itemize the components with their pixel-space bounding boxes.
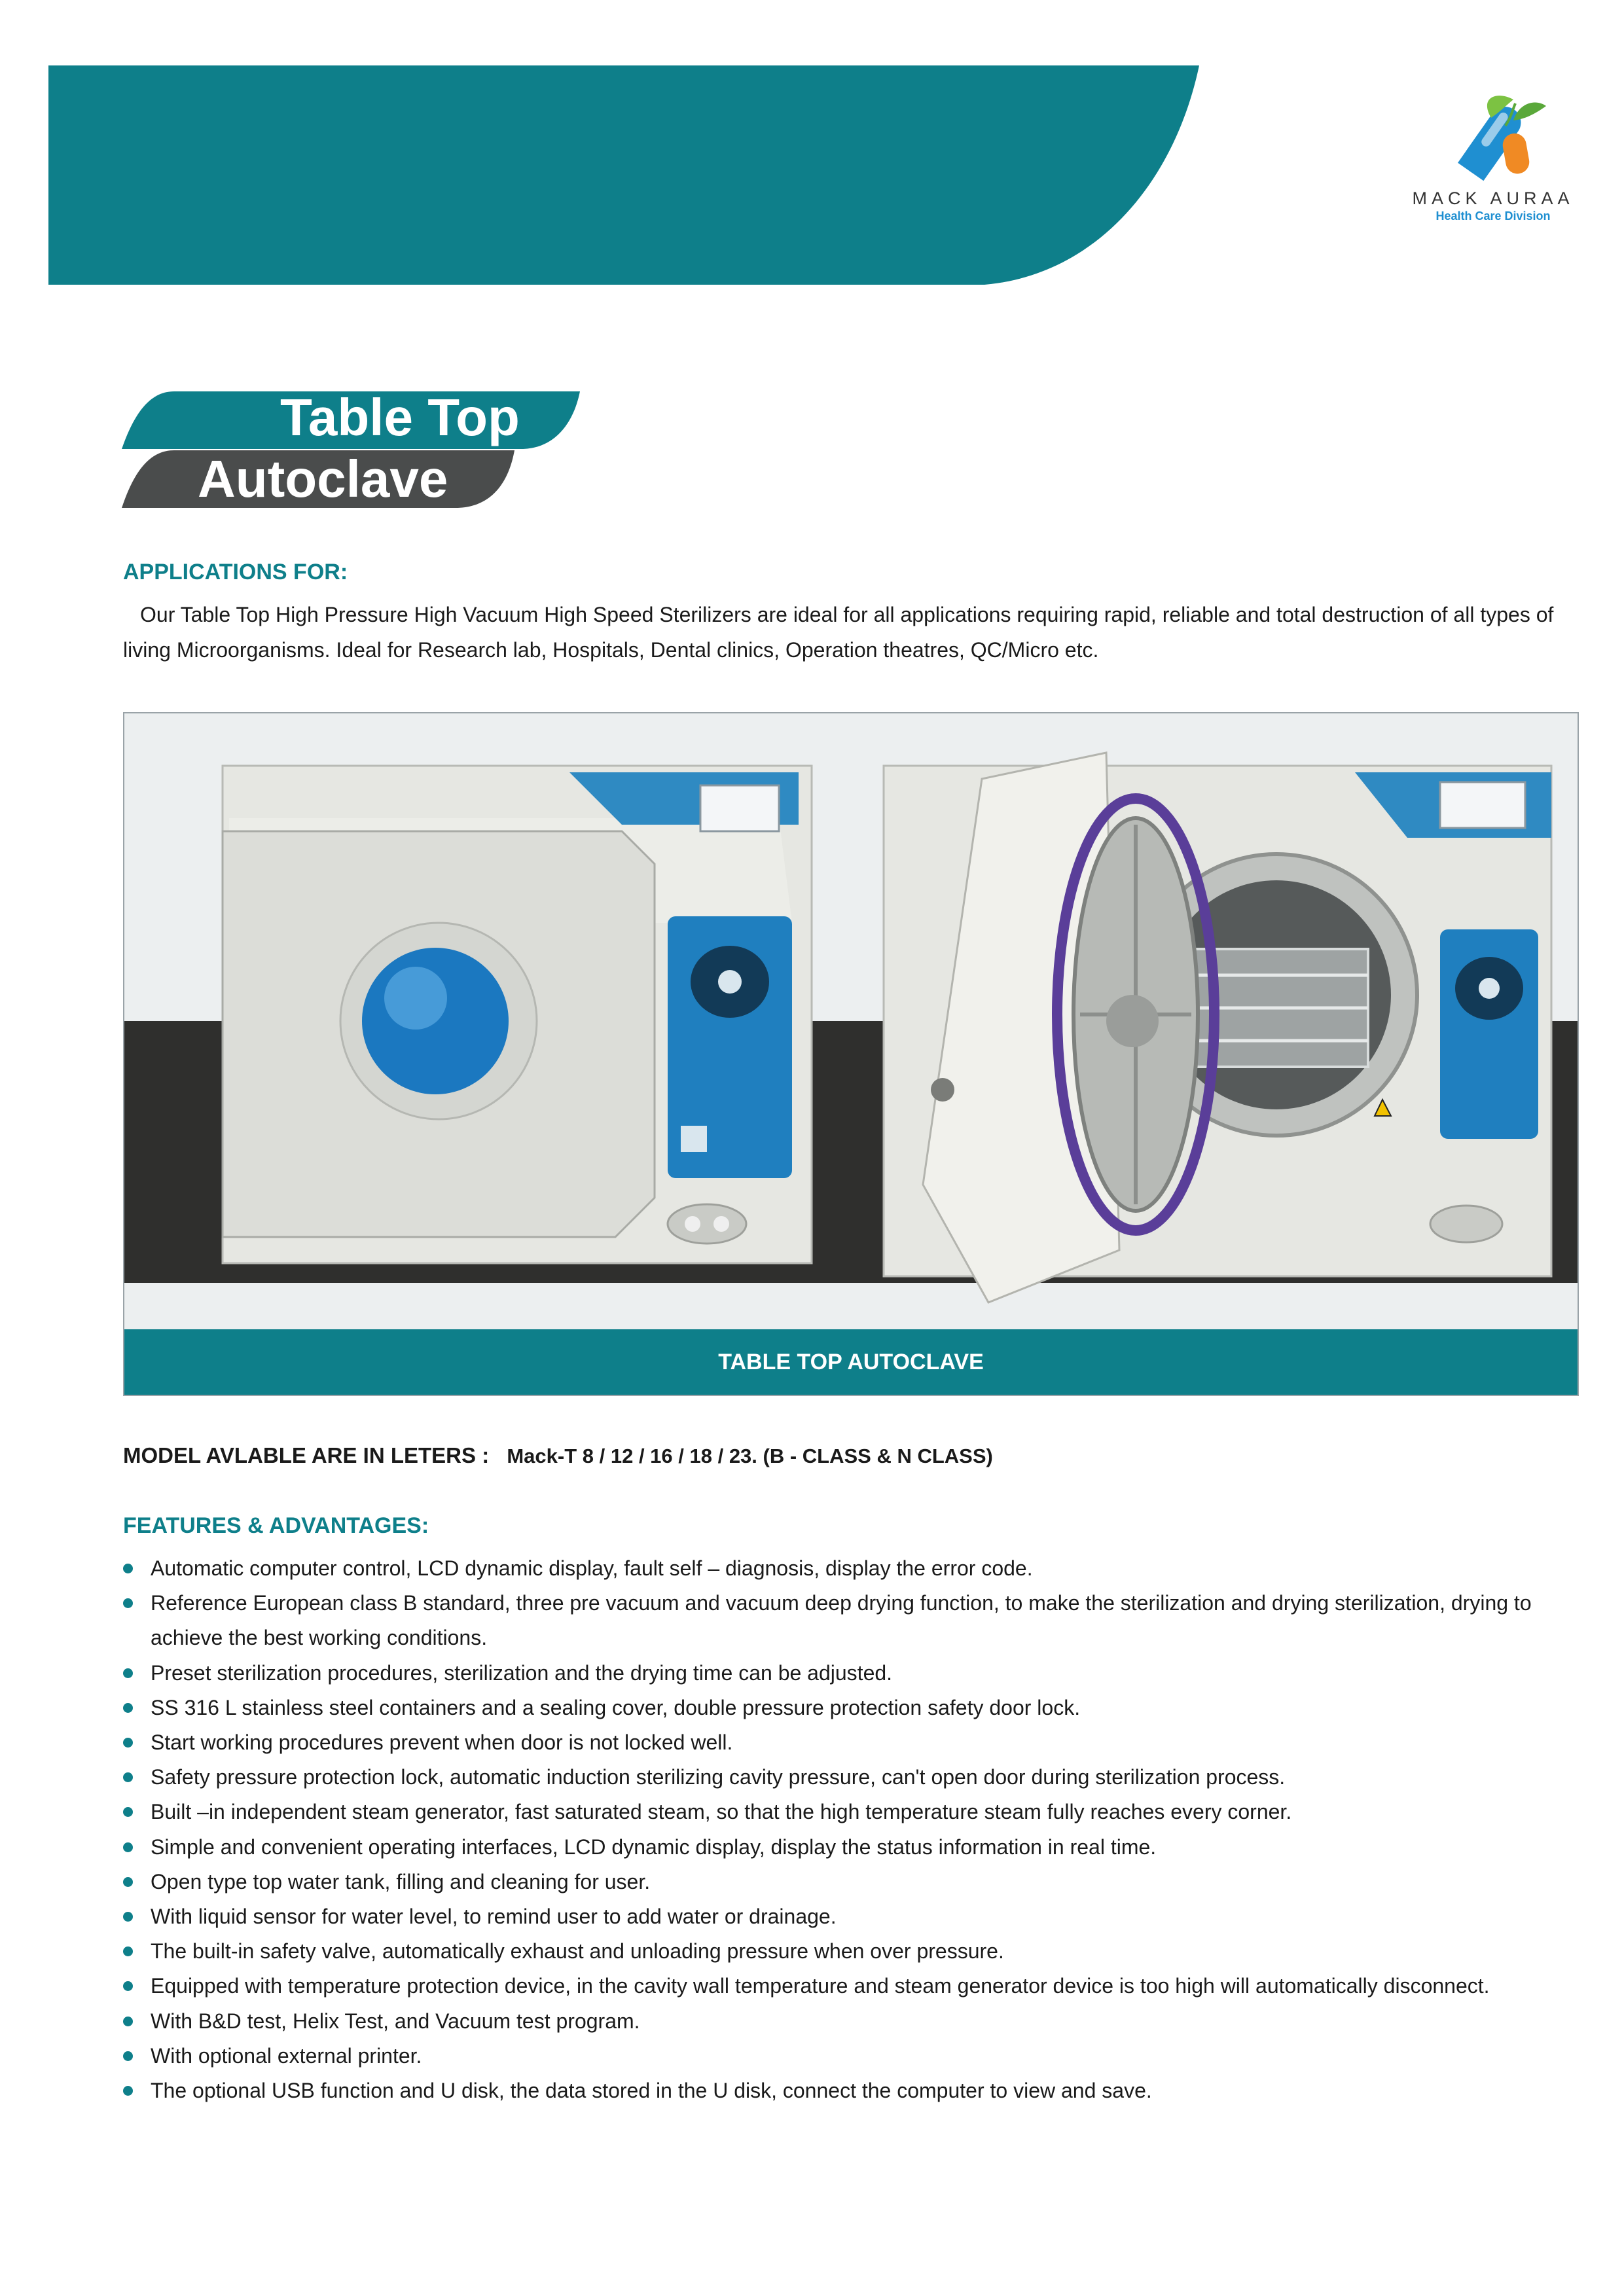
- feature-item: [123, 1691, 1583, 1725]
- bullet-icon: [123, 2051, 133, 2061]
- feature-item: [123, 2073, 1583, 2108]
- product-photo-frame: [123, 712, 1579, 1396]
- feature-text: Preset sterilization procedures, sterilization and the drying time can be adjusted.: [151, 1660, 893, 1685]
- autoclave-illustration: [124, 713, 1578, 1332]
- caption-text: TABLE TOP AUTOCLAVE: [718, 1349, 984, 1374]
- model-value: Mack-T 8 / 12 / 16 / 18 / 23. (B - CLASS & N CLASS): [507, 1444, 993, 1467]
- brand-name: MACK AURAA: [1412, 188, 1574, 208]
- brand-division: Health Care Division: [1435, 209, 1551, 223]
- feature-item: [123, 1551, 1583, 1586]
- feature-text: Automatic computer control, LCD dynamic display, fault self – diagnosis, display the error code.: [151, 1556, 1033, 1580]
- feature-item: [123, 1725, 1583, 1760]
- model-label: MODEL AVLABLE ARE IN LETERS :: [123, 1443, 490, 1467]
- caption-bar: [124, 1329, 1578, 1395]
- bullet-icon: [123, 1877, 133, 1887]
- bullet-icon: [123, 1738, 133, 1748]
- feature-text: Open type top water tank, filling and cleaning for user.: [151, 1869, 651, 1893]
- feature-text: The built-in safety valve, automatically exhaust and unloading pressure when over pressure.: [151, 1939, 1004, 1964]
- applications-text: Our Table Top High Pressure High Vacuum High Speed Sterilizers are ideal for all applications requiring rapid, reliable and total destruction of all types of living Microorganisms. Ideal for Research lab, Hospitals, Dental clinics, Operation theatres, QC/Micro etc.: [123, 603, 1554, 662]
- feature-item: [123, 1586, 1583, 1655]
- bullet-icon: [123, 1598, 133, 1608]
- feature-text: Reference European class B standard, three pre vacuum and vacuum deep drying function, to make the sterilization and drying sterilization, drying to achieve the best working conditions.: [151, 1591, 1532, 1650]
- bullet-icon: [123, 1703, 133, 1713]
- feature-item: [123, 2004, 1583, 2039]
- closed-autoclave: [223, 766, 812, 1263]
- feature-item: [123, 2039, 1583, 2073]
- title-line-2: Autoclave: [198, 450, 448, 508]
- applications-heading: APPLICATIONS FOR:: [123, 560, 348, 584]
- feature-text: Simple and convenient operating interfaces, LCD dynamic display, display the status information in real time.: [151, 1835, 1157, 1859]
- bullet-icon: [123, 2017, 133, 2026]
- feature-text: Start working procedures prevent when door is not locked well.: [151, 1731, 733, 1755]
- features-heading: FEATURES & ADVANTAGES:: [123, 1513, 429, 1538]
- feature-text: Built –in independent steam generator, fast saturated steam, so that the high temperature steam fully reaches every corner.: [151, 1800, 1292, 1824]
- header-band: [48, 65, 1200, 285]
- feature-item: [123, 1969, 1583, 2003]
- feature-text: The optional USB function and U disk, the data stored in the U disk, connect the computer to view and save.: [151, 2079, 1152, 2103]
- bullet-icon: [123, 2086, 133, 2096]
- feature-text: With optional external printer.: [151, 2043, 422, 2068]
- bullet-icon: [123, 1668, 133, 1678]
- open-autoclave: [884, 753, 1551, 1302]
- bullet-icon: [123, 1807, 133, 1817]
- feature-item: [123, 1865, 1583, 1899]
- features-list: [123, 1551, 1583, 2108]
- feature-item: [123, 1656, 1583, 1691]
- bullet-icon: [123, 1564, 133, 1573]
- feature-text: With liquid sensor for water level, to remind user to add water or drainage.: [151, 1905, 837, 1929]
- title-line-1: Table Top: [280, 388, 520, 446]
- feature-item: [123, 1830, 1583, 1865]
- bullet-icon: [123, 1772, 133, 1782]
- feature-text: With B&D test, Helix Test, and Vacuum test program.: [151, 2009, 640, 2033]
- bullet-icon: [123, 1946, 133, 1956]
- feature-item: [123, 1899, 1583, 1934]
- feature-text: Equipped with temperature protection device, in the cavity wall temperature and steam generator device is too high will automatically disconnect.: [151, 1974, 1490, 1998]
- feature-item: [123, 1795, 1583, 1829]
- feature-item: [123, 1760, 1583, 1795]
- feature-item: [123, 1934, 1583, 1969]
- bullet-icon: [123, 1981, 133, 1991]
- bullet-icon: [123, 1912, 133, 1922]
- feature-text: SS 316 L stainless steel containers and a sealing cover, double pressure protection safety door lock.: [151, 1695, 1081, 1719]
- model-line: [123, 1443, 993, 1468]
- feature-text: Safety pressure protection lock, automatic induction sterilizing cavity pressure, can't open door during sterilization process.: [151, 1765, 1286, 1789]
- bullet-icon: [123, 1842, 133, 1852]
